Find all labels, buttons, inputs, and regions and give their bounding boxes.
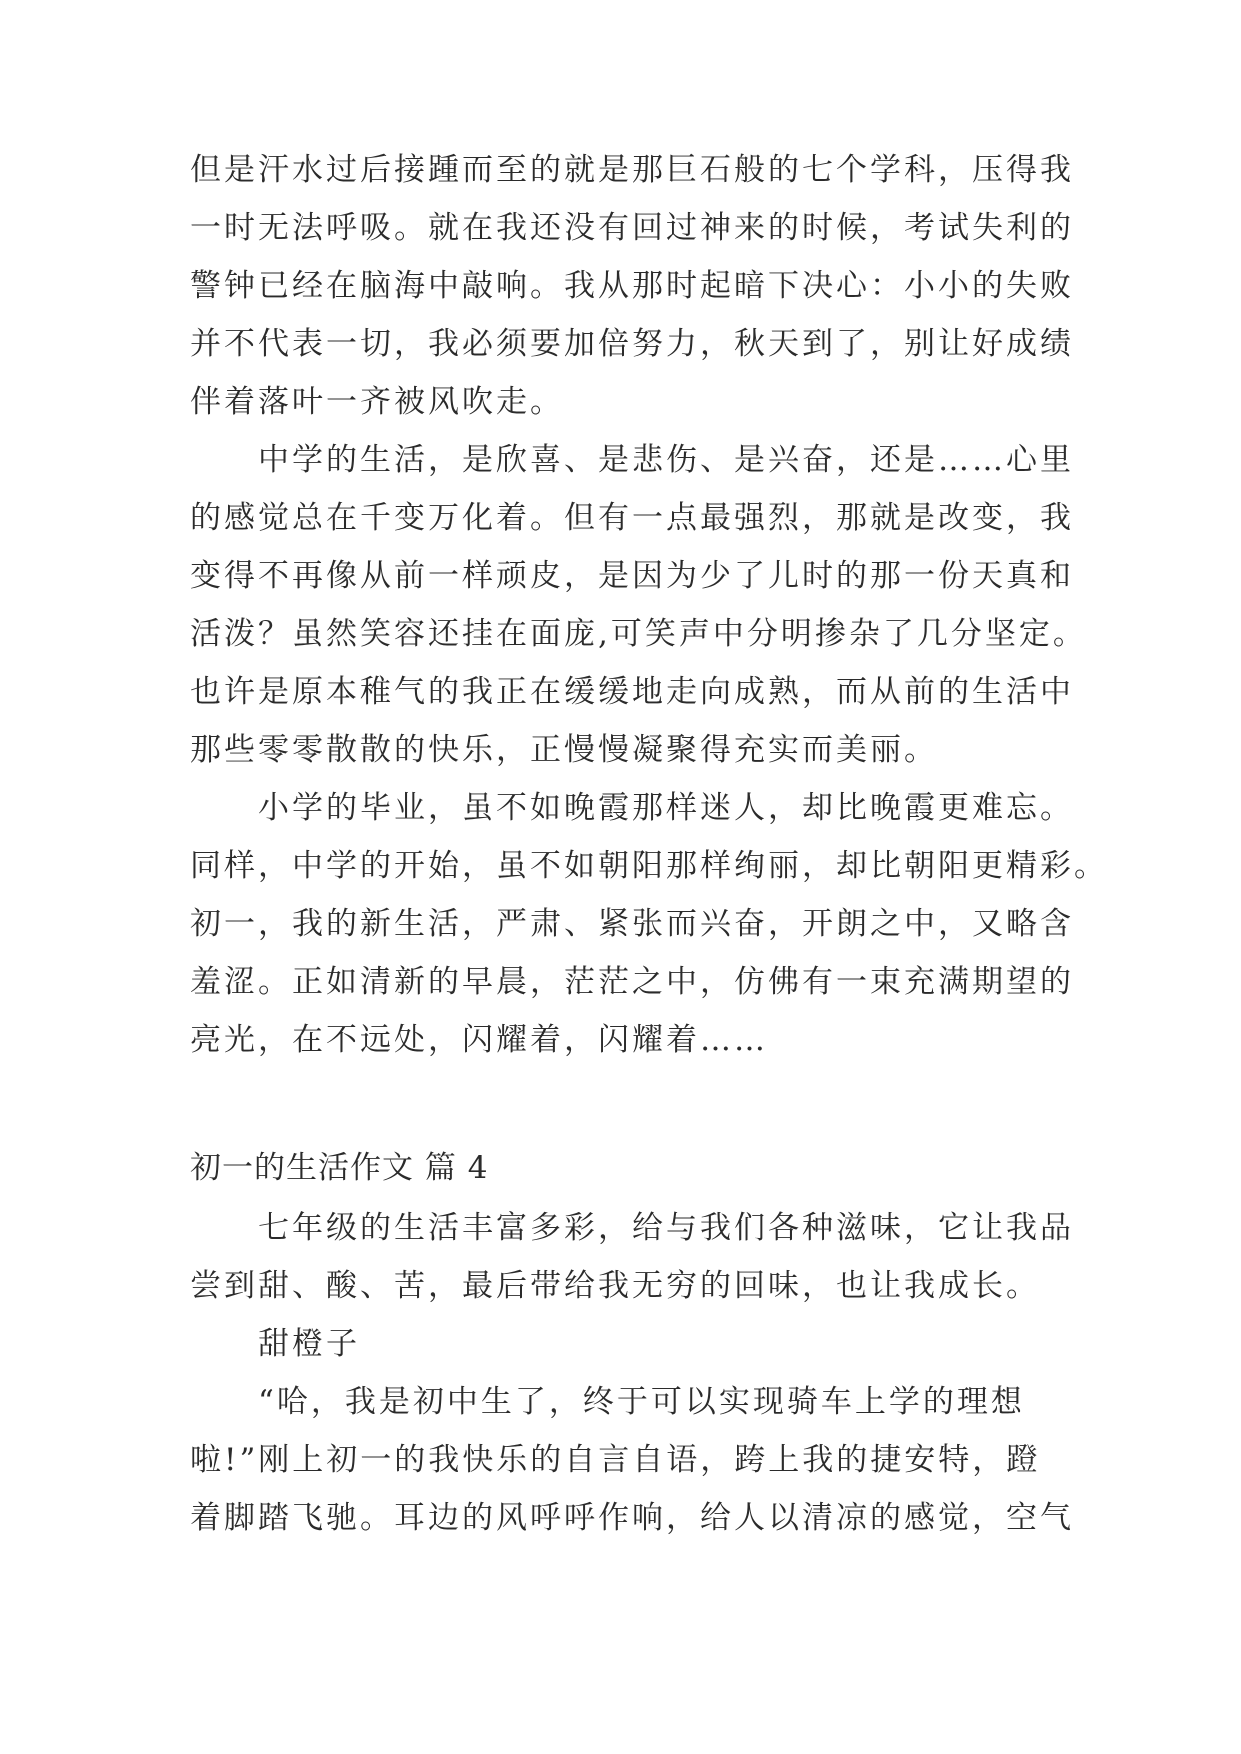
paragraph-3-line-5: 亮光，在不远处，闪耀着，闪耀着…… <box>190 1022 768 1058</box>
section-paragraph-1-line-2: 尝到甜、酸、苦，最后带给我无穷的回味，也让我成长。 <box>190 1268 1040 1304</box>
paragraph-1-line-3: 警钟已经在脑海中敲响。我从那时起暗下决心：小小的失败 <box>190 268 1074 304</box>
paragraph-1-line-5: 伴着落叶一齐被风吹走。 <box>190 384 564 420</box>
section-paragraph-3-line-3: 着脚踏飞驰。耳边的风呼呼作响，给人以清凉的感觉，空气 <box>190 1500 1074 1536</box>
paragraph-1-line-4: 并不代表一切，我必须要加倍努力，秋天到了，别让好成绩 <box>190 326 1074 362</box>
paragraph-3-line-3: 初一，我的新生活，严肃、紧张而兴奋，开朗之中，又略含 <box>190 906 1074 942</box>
paragraph-1-line-2: 一时无法呼吸。就在我还没有回过神来的时候，考试失利的 <box>190 210 1074 246</box>
paragraph-2-line-5: 也许是原本稚气的我正在缓缓地走向成熟，而从前的生活中 <box>190 674 1074 710</box>
paragraph-3-line-1: 小学的毕业，虽不如晚霞那样迷人，却比晚霞更难忘。 <box>258 790 1074 826</box>
section-paragraph-3-line-1: “哈，我是初中生了，终于可以实现骑车上学的理想 <box>258 1384 1025 1420</box>
paragraph-3-line-2: 同样，中学的开始，虽不如朝阳那样绚丽，却比朝阳更精彩。 <box>190 848 1108 884</box>
section-paragraph-1-line-1: 七年级的生活丰富多彩，给与我们各种滋味，它让我品 <box>258 1210 1074 1246</box>
paragraph-1-line-1: 但是汗水过后接踵而至的就是那巨石般的七个学科，压得我 <box>190 152 1074 188</box>
section-subtitle: 甜橙子 <box>258 1326 360 1362</box>
section-heading: 初一的生活作文 篇 4 <box>190 1150 489 1186</box>
paragraph-3-line-4: 羞涩。正如清新的早晨，茫茫之中，仿佛有一束充满期望的 <box>190 964 1074 1000</box>
section-paragraph-3-line-2: 啦!”刚上初一的我快乐的自言自语，跨上我的捷安特，蹬 <box>190 1442 1041 1478</box>
paragraph-2-line-1: 中学的生活，是欣喜、是悲伤、是兴奋，还是……心里 <box>258 442 1074 478</box>
paragraph-2-line-6: 那些零零散散的快乐，正慢慢凝聚得充实而美丽。 <box>190 732 938 768</box>
paragraph-2-line-2: 的感觉总在千变万化着。但有一点最强烈，那就是改变，我 <box>190 500 1074 536</box>
paragraph-2-line-3: 变得不再像从前一样顽皮，是因为少了儿时的那一份天真和 <box>190 558 1074 594</box>
paragraph-2-line-4: 活泼？虽然笑容还挂在面庞,可笑声中分明掺杂了几分坚定。 <box>190 616 1087 652</box>
